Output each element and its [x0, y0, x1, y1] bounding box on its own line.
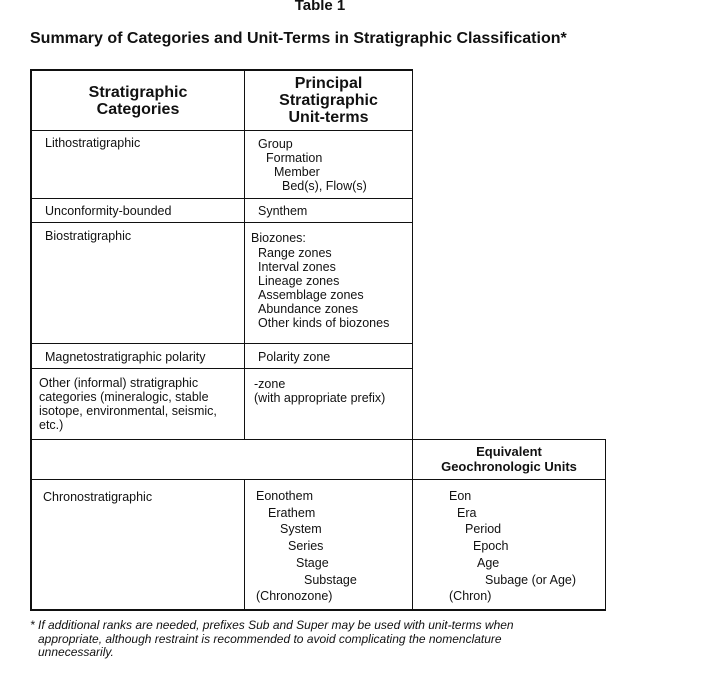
header-line: Categories [96, 101, 180, 118]
unit-term: System [280, 522, 322, 537]
category-line: Other (informal) stratigraphic [39, 376, 199, 390]
unit-term: Polarity zone [258, 350, 331, 364]
units-other-informal [254, 377, 385, 405]
category-biostratigraphic [45, 229, 131, 243]
grid-line [30, 439, 606, 440]
unit-term: Synthem [258, 204, 308, 218]
grid-line [30, 368, 413, 369]
unit-term: Erathem [268, 505, 316, 520]
geochron-term: Epoch [473, 539, 509, 554]
table-label: Table 1 [294, 0, 346, 14]
category-unconformity-bounded [45, 204, 171, 218]
grid-line [30, 198, 413, 199]
header-line: Geochronologic Units [441, 459, 577, 474]
footnote-line: appropriate, although restraint is recommended to avoid complicating the nomenclature [38, 631, 502, 646]
unit-term: Biozones: [251, 231, 306, 245]
category-other-informal [39, 376, 217, 432]
footnote-line: * If additional ranks are needed, prefixes Sub and Super may be used with unit-terms when [30, 618, 514, 632]
unit-term: Assemblage zones [258, 288, 364, 302]
unit-term: Other kinds of biozones [258, 316, 390, 330]
grid-line [605, 439, 606, 610]
category-line: Unconformity-bounded [45, 204, 172, 218]
header-line: Stratigraphic [279, 92, 378, 109]
geochron-term: Period [465, 522, 502, 537]
grid-line [30, 609, 606, 611]
geochron-term: (Chron) [449, 589, 492, 604]
grid-line [412, 69, 413, 610]
unit-term: Abundance zones [258, 302, 359, 316]
units-unconformity-bounded [258, 204, 307, 218]
unit-term: Range zones [258, 246, 332, 260]
category-line: Biostratigraphic [45, 229, 132, 243]
header-stratigraphic-categories [32, 84, 244, 118]
category-magnetostratigraphic [45, 350, 206, 364]
category-line: Chronostratigraphic [43, 490, 153, 504]
category-line: etc.) [39, 418, 64, 432]
header-line: Equivalent [476, 444, 542, 459]
unit-term: Substage [304, 572, 357, 587]
geochron-term: Subage (or Age) [485, 572, 577, 587]
unit-term: (Chronozone) [256, 589, 333, 604]
grid-line [244, 479, 245, 610]
units-lithostratigraphic [258, 137, 367, 193]
geochron-term: Eon [449, 489, 472, 503]
units-chronostratigraphic [256, 488, 357, 605]
header-line: Stratigraphic [88, 84, 188, 101]
grid-line [30, 69, 413, 71]
header-line: Unit-terms [288, 109, 369, 126]
unit-term: Interval zones [258, 260, 336, 274]
grid-line [30, 222, 413, 223]
table-title: Summary of Categories and Unit-Terms in Stratigraphic Classification* [30, 30, 567, 47]
footnote-line: unnecessarily. [38, 645, 114, 659]
header-principal-unit-terms [245, 75, 412, 126]
category-line: categories (mineralogic, stable [39, 390, 209, 404]
category-line: Lithostratigraphic [45, 136, 141, 150]
category-chronostratigraphic [43, 490, 152, 504]
unit-term: Member [274, 165, 320, 179]
header-equivalent-geochronologic-units [413, 444, 605, 474]
category-lithostratigraphic [45, 136, 140, 150]
unit-term: Eonothem [256, 489, 313, 503]
grid-line [30, 69, 32, 610]
unit-term: Formation [266, 151, 323, 165]
header-line: Principal [294, 75, 363, 92]
unit-term: Group [258, 137, 293, 151]
footnote [30, 619, 615, 660]
unit-term: Stage [296, 555, 329, 570]
units-biostratigraphic [251, 231, 389, 330]
unit-term: -zone [254, 377, 286, 391]
geochron-term: Era [457, 505, 477, 520]
unit-term: Lineage zones [258, 274, 340, 288]
grid-line [30, 343, 413, 344]
geochron-term: Age [477, 555, 500, 570]
unit-term: Series [288, 539, 324, 554]
unit-term: (with appropriate prefix) [254, 391, 386, 405]
units-magnetostratigraphic [258, 350, 330, 364]
grid-line [30, 479, 606, 480]
category-line: isotope, environmental, seismic, [39, 404, 217, 418]
grid-line [30, 130, 413, 131]
geochronologic-units [449, 488, 576, 605]
category-line: Magnetostratigraphic polarity [45, 350, 206, 364]
unit-term: Bed(s), Flow(s) [282, 179, 367, 193]
